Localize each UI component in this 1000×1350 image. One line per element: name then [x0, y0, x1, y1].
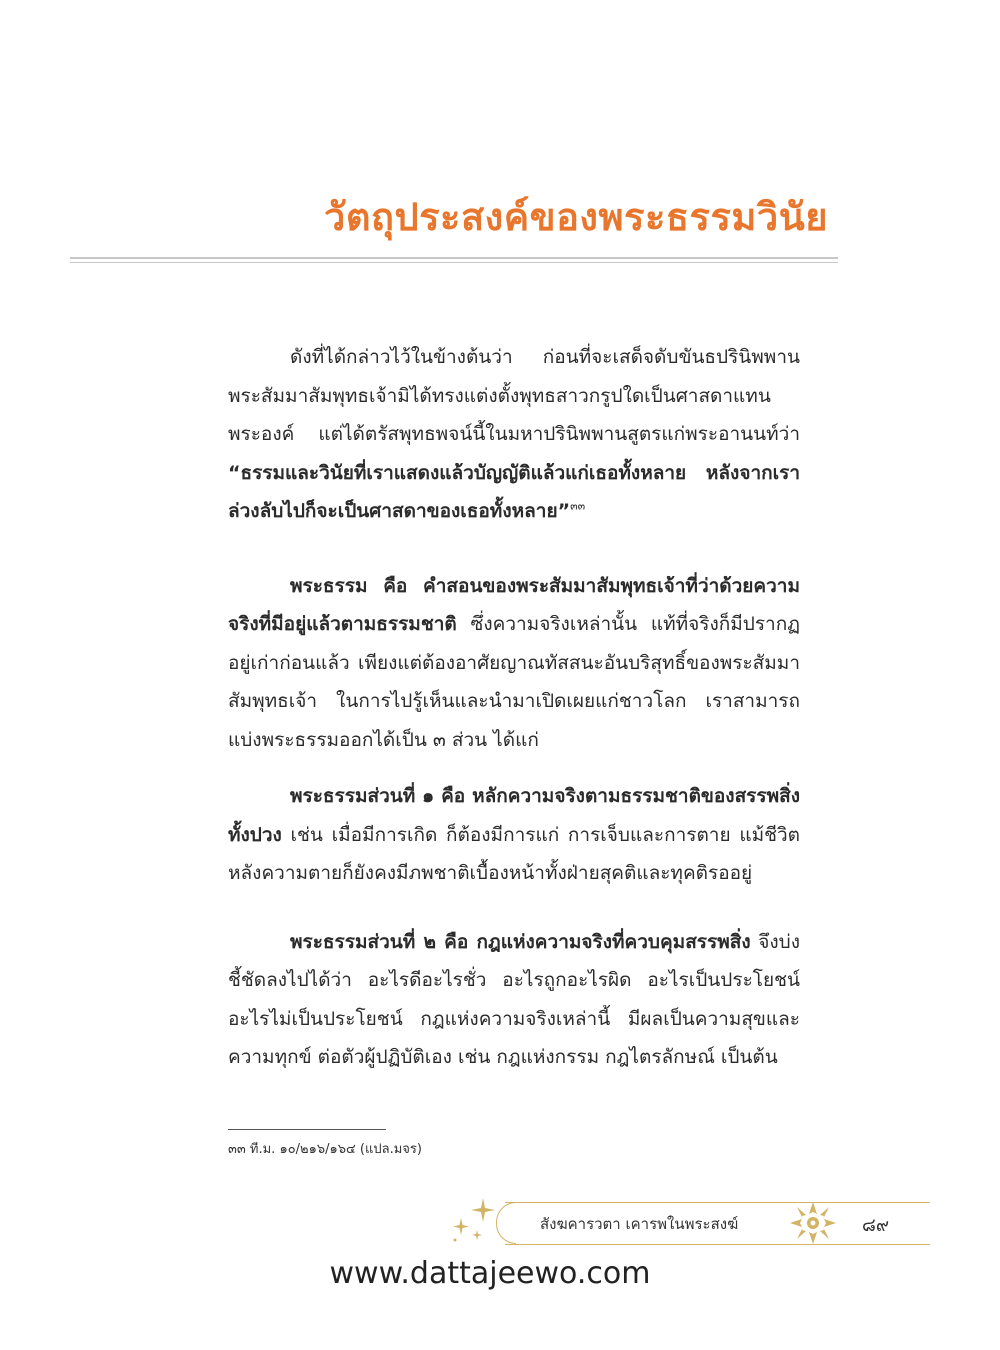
- paragraph-intro: [228, 338, 800, 531]
- paragraph-dhamma-part-1: [228, 777, 800, 893]
- floral-ornament-icon: [788, 1200, 838, 1246]
- chapter-title: วัตถุประสงค์ของพระธรรมวินัย: [324, 195, 828, 239]
- footer-frame-bottom: [505, 1244, 930, 1245]
- dhamma-definition: พระธรรม คือ คำสอนของพระสัมมาสัมพุทธเจ้าที่ว่าด้วยความจริงที่มีอยู่แล้วตามธรรมชาติ: [228, 574, 800, 635]
- buddha-quote: “ธรรมและวินัยที่เราแสดงแล้วบัญญัติแล้วแก่เธอทั้งหลาย หลังจากเราล่วงลับไปก็จะเป็นศาสดาของเธอทั้งหลาย”: [228, 461, 800, 522]
- paragraph-dhamma-part-2: [228, 923, 800, 1077]
- sparkle-icon: [447, 1196, 497, 1246]
- footnote-divider: [228, 1129, 386, 1130]
- page-number: ๘๙: [862, 1215, 890, 1236]
- book-title: สังฆคารวตา เคารพในพระสงฆ์: [540, 1215, 739, 1233]
- dhamma-part-2-text: จึงบ่งชี้ชัดลงไปได้ว่า อะไรดีอะไรชั่ว อะไรถูกอะไรผิด อะไรเป็นประโยชน์ อะไรไม่เป็นประโยชน์ กฎแห่งความจริงเหล่านี้ มีผลเป็นความสุขและความทุกข์ ต่อตัวผู้ปฏิบัติเอง เช่น กฎแห่งกรรม กฎไตรลักษณ์ เป็นต้น: [228, 930, 800, 1068]
- footer-frame-top: [505, 1202, 930, 1203]
- paragraph-intro-text: ดังที่ได้กล่าวไว้ในข้างต้นว่า ก่อนที่จะเสด็จดับขันธปรินิพพาน พระสัมมาสัมพุทธเจ้ามิได้ทรงแต่งตั้งพุทธสาวกรูปใดเป็นศาสดาแทนพระองค์ แต่ได้ตรัสพุทธพจน์นี้ในมหาปรินิพพานสูตรแก่พระอานนท์ว่า: [228, 346, 800, 445]
- website-url: www.dattajeewo.com: [329, 1256, 651, 1291]
- dhamma-text: ซึ่งความจริงเหล่านั้น แท้ที่จริงก็มีปรากฏอยู่เก่าก่อนแล้ว เพียงแต่ต้องอาศัยญาณทัสสนะอันบริสุทธิ์ของพระสัมมาสัมพุทธเจ้า ในการไปรู้เห็นและนำมาเปิดเผยแก่ชาวโลก เราสามารถแบ่งพระธรรมออกได้เป็น ๓ ส่วน ได้แก่: [228, 613, 800, 751]
- title-divider-thin: [70, 262, 838, 263]
- footnote-ref: ๓๓: [570, 499, 586, 513]
- footnote: ๓๓ ที.ม. ๑๐/๒๑๖/๑๖๔ (แปล.มจร): [228, 1142, 422, 1157]
- dhamma-part-1-heading: พระธรรมส่วนที่ ๑ คือ หลักความจริงตามธรรมชาติของสรรพสิ่งทั้งปวง: [228, 785, 800, 846]
- main-text: [228, 338, 800, 1077]
- dhamma-part-1-text: เช่น เมื่อมีการเกิด ก็ต้องมีการแก่ การเจ็บและการตาย แม้ชีวิตหลังความตายก็ยังคงมีภพชาติเบื้องหน้าทั้งฝ่ายสุคติและทุคติรออยู่: [228, 823, 800, 884]
- dhamma-part-2-heading: พระธรรมส่วนที่ ๒ คือ กฎแห่งความจริงที่ควบคุมสรรพสิ่ง: [290, 930, 751, 953]
- title-divider: [70, 257, 838, 259]
- footer-frame-curve: [496, 1202, 516, 1244]
- paragraph-dhamma: [228, 567, 800, 760]
